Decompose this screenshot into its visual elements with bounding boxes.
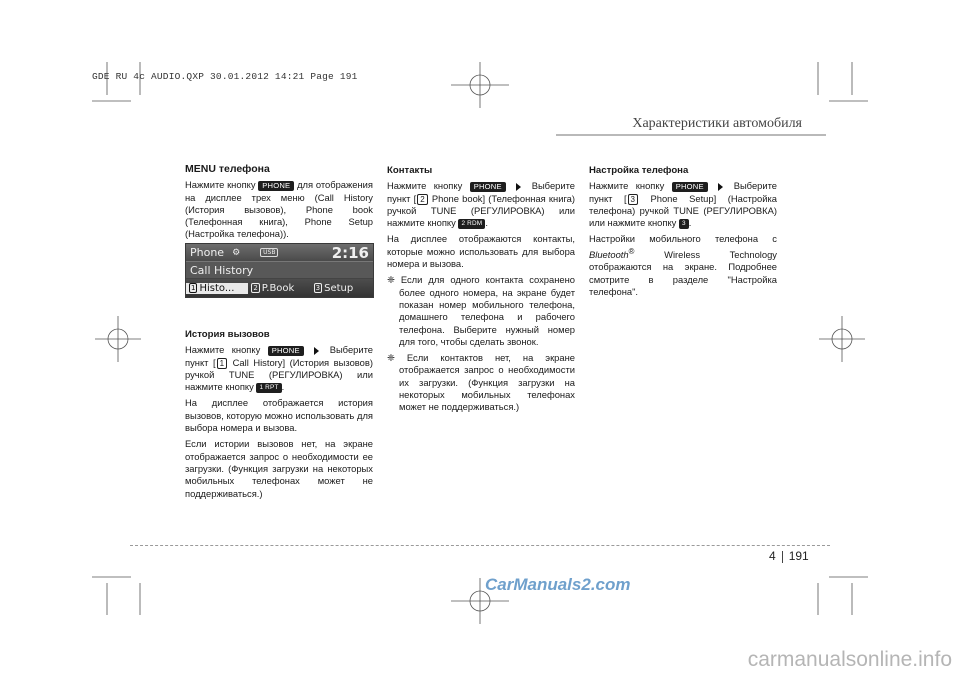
heading-contacts: Контакты: [387, 165, 433, 176]
contacts-post: Phone book] (Телефонная книга) ручкой TUNE (РЕГУЛИРОВКА) или нажмите кнопку: [387, 192, 576, 229]
number-key-2: 2: [417, 194, 427, 205]
header-rule: [556, 134, 826, 136]
note-text: Если контактов нет, на экране отображается запрос о необходимости их загрузки. (Функция загрузки на некоторых мобильных телефонах может не поддерживаться.): [399, 352, 575, 413]
display-screen: [185, 243, 374, 298]
setup-post: Phone Setup] (Настройка телефона) ручкой TUNE (РЕГУЛИРОВКА) или нажмите кнопку: [589, 192, 777, 229]
screen-tab-setup: [311, 283, 373, 294]
section-title: Характеристики автомобиля: [632, 116, 802, 131]
setup-desc: [589, 233, 777, 298]
history-mid: Выберите пункт [: [185, 344, 374, 368]
arrow-right-icon: [718, 183, 723, 191]
footer-rule: [130, 545, 830, 546]
history-desc: На дисплее отображается история вызовов, которую можно использовать для выбора номера и вызова.: [185, 397, 373, 434]
screen-subtitle: Call History: [190, 263, 254, 277]
intro-post: для отображения на дисплее трех меню (Call History (История вызовов), Phone book (Телефонная книга), Phone Setup (Настройка телефона)).: [185, 179, 374, 240]
contacts-instruction: Нажмите кнопку PHONE Выберите пункт [ 2 Phone book] (Телефонная книга) ручкой TUNE (РЕГУЛИРОВКА) или нажмите кнопку 2 RDM .: [387, 180, 576, 229]
setup-mid: Выберите пункт [: [589, 180, 778, 204]
screen-tabs: [186, 279, 373, 297]
screen-clock: 2:16: [331, 243, 369, 262]
setup-pre: Нажмите кнопку: [589, 180, 665, 192]
watermark-carmanualsonline: carmanualsonline.info: [747, 648, 952, 671]
setup-instruction: Нажмите кнопку PHONE Выберите пункт [ 3 Phone Setup] (Настройка телефона) ручкой TUNE (РЕГУЛИРОВКА) или нажмите кнопку 3 .: [589, 180, 778, 229]
usb-icon: USB: [260, 248, 278, 257]
rpt-button: 1 RPT: [256, 383, 281, 393]
button-3: 3: [679, 219, 689, 229]
column-right: [589, 165, 777, 302]
arrow-right-icon: [516, 183, 521, 191]
column-left-lower: [185, 329, 373, 504]
screen-key-2: 2: [253, 284, 258, 292]
watermark-carmanuals2: CarManuals2.com: [485, 575, 631, 594]
phone-button: PHONE: [258, 181, 294, 191]
column-left: [185, 163, 373, 245]
contacts-note-1: [387, 274, 575, 348]
setup-desc-pre: Настройки мобильного телефона с: [589, 233, 777, 245]
screen-tab-label: P.Book: [261, 282, 295, 294]
heading-call-history: История вызовов: [185, 329, 270, 340]
contacts-desc: На дисплее отображаются контакты, которые можно использовать для выбора номера и вызова.: [387, 233, 575, 270]
heading-phone-setup: Настройка телефона: [589, 165, 689, 176]
screen-key-3: 3: [315, 284, 321, 292]
contacts-mid: Выберите пункт [: [387, 180, 576, 204]
page-number: [769, 549, 809, 563]
number-key-3: 3: [628, 194, 638, 205]
print-header: GDE RU 4c AUDIO.QXP 30.01.2012 14:21 Page 191: [92, 71, 358, 82]
heading-phone-menu: MENU телефона: [185, 163, 270, 175]
screen-tab-pbook: [248, 283, 310, 294]
phone-button: PHONE: [268, 346, 304, 356]
screen-tab-history: [186, 283, 248, 294]
screen-title-bar: [186, 244, 373, 261]
history-post: Call History] (История вызовов) ручкой TUNE (РЕГУЛИРОВКА) или нажмите кнопку: [185, 356, 373, 393]
screen-tab-label: Setup: [324, 282, 354, 294]
contacts-note-2: [387, 352, 575, 413]
registered-mark: ®: [628, 246, 635, 256]
intro-text: [185, 179, 373, 240]
history-pre: Нажмите кнопку: [185, 344, 261, 356]
intro-pre: Нажмите кнопку: [185, 179, 256, 191]
note-mark-icon: ❈: [387, 352, 395, 364]
note-mark-icon: ❈: [387, 274, 395, 286]
rdm-button: 2 RDM: [458, 219, 485, 229]
bluetooth-text: Bluetooth: [589, 248, 629, 260]
number-key-1: 1: [217, 358, 227, 369]
screen-key-1: 1: [191, 284, 196, 292]
phone-status-icon: ⚙: [232, 247, 241, 258]
screen-title: Phone: [190, 246, 225, 259]
page-separator: [782, 551, 783, 563]
contacts-pre: Нажмите кнопку: [387, 180, 463, 192]
screen-subtitle-bar: [186, 261, 373, 279]
note-text: Если для одного контакта сохранено более одного номера, на экране будет показан номер мобильного телефона, домашнего телефона и рабочего телефона. Выберите нужный номер для того, чтобы сделать звонок.: [399, 274, 576, 347]
column-middle: [387, 165, 575, 418]
setup-desc-post: Wireless Technology отображаются на экране. Подробнее смотрите в разделе "Настройка телефона".: [589, 248, 777, 297]
chapter-number: 4: [769, 549, 776, 563]
phone-button: PHONE: [470, 182, 506, 192]
history-instruction: Нажмите кнопку PHONE Выберите пункт [ 1 Call History] (История вызовов) ручкой TUNE (РЕГУЛИРОВКА) или нажмите кнопку 1 RPT .: [185, 344, 374, 393]
history-note: Если истории вызовов нет, на экране отображается запрос о необходимости ее загрузки. (Функция загрузки на некоторых мобильных телефонах может не поддерживаться.): [185, 438, 373, 499]
phone-button: PHONE: [672, 182, 708, 192]
page-number-value: 191: [788, 549, 809, 563]
screen-tab-label: Histo...: [199, 282, 235, 294]
arrow-right-icon: [314, 347, 319, 355]
